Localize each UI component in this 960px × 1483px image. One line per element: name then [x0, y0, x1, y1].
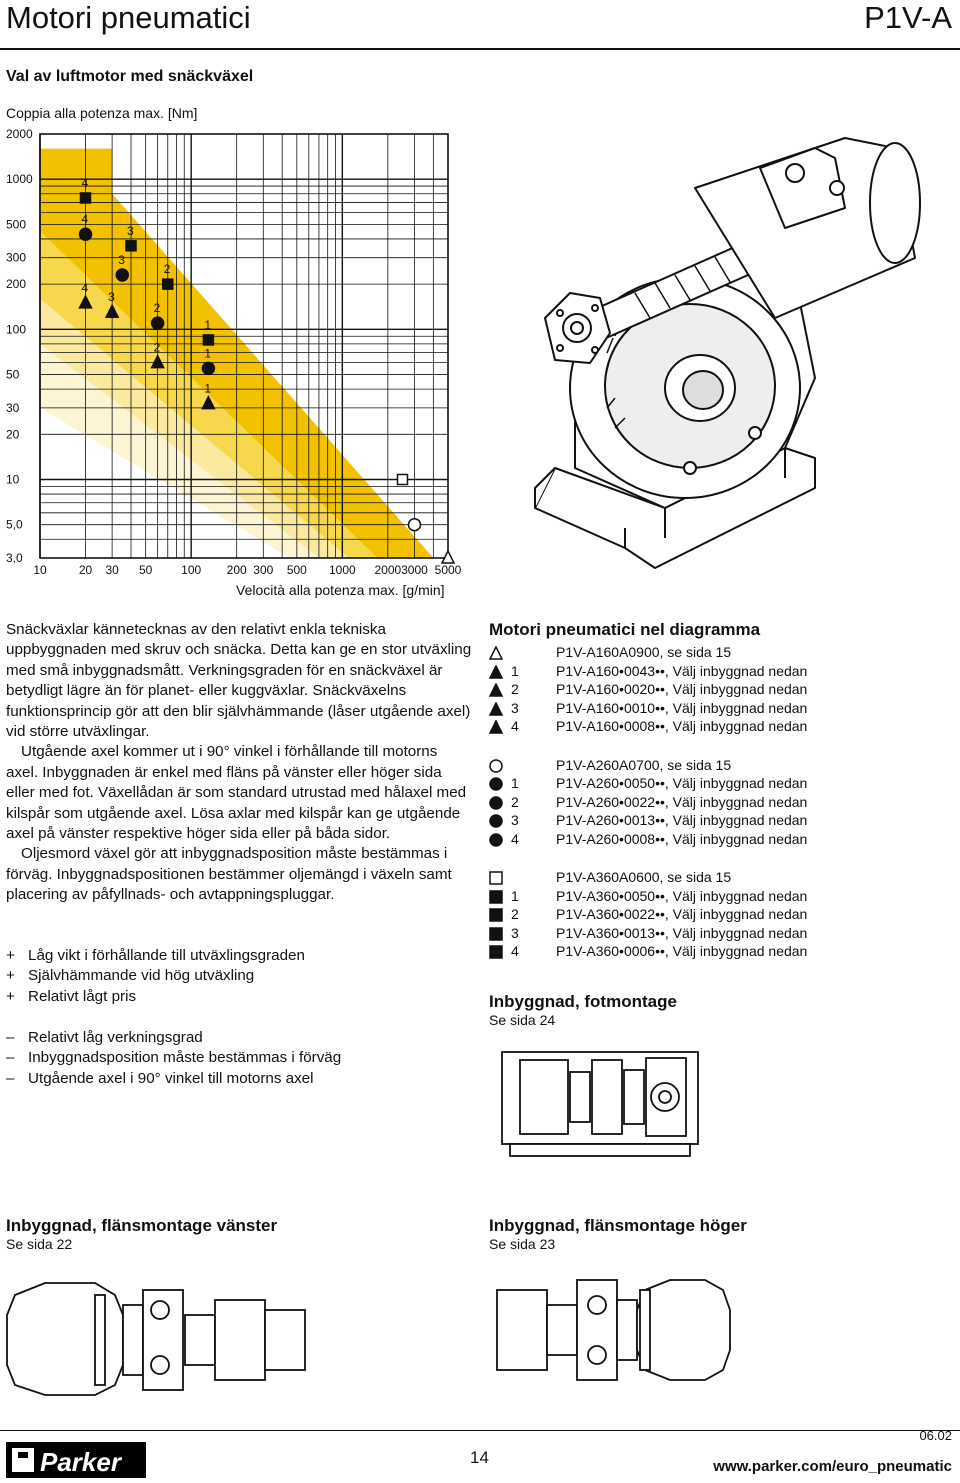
x-tick-label: 300	[253, 563, 274, 577]
y-tick-label: 100	[6, 322, 27, 337]
list-item: + Självhämmande vid hög utväxling	[6, 966, 305, 986]
open-circle-icon	[489, 759, 503, 773]
list-item: + Relativt lågt pris	[6, 987, 305, 1007]
y-tick-label: 2000	[6, 127, 33, 141]
legend-text: P1V-A360•0022••, Välj inbyggnad nedan	[556, 906, 808, 922]
circle-icon	[489, 814, 503, 828]
y-tick-label: 300	[6, 250, 27, 265]
legend-row	[489, 644, 949, 662]
marker-label: 3	[108, 290, 115, 305]
flange-left-drawing	[5, 1275, 325, 1400]
list-item: – Relativt låg verkningsgrad	[6, 1028, 341, 1048]
triangle-icon	[489, 702, 503, 716]
legend-row	[489, 831, 949, 849]
marker-label: 4	[81, 212, 89, 227]
circle-marker	[202, 362, 214, 374]
x-tick-label: 2000	[374, 563, 402, 577]
paragraph-3: Oljesmord växel gör att inbyggnadsposition måste bestämmas i förväg. Inbyggnadspositionen bestämmer oljemängd i växeln samt placering av påfyllnads- och avtappningspluggar.	[6, 845, 452, 904]
paragraph-1: Snäckväxlar kännetecknas av den relativt enkla tekniska uppbyggnaden med skruv och snäcka. Detta kan ge en stor utväxling med små inbyggnadsmått. Verkningsgraden för en snäckväxel är betydligt lägre än för planet- eller kuggväxlar. Snäckväxelns funktionsprincip gör att den blir självhämmande (låser utgående axel) vid större utväxlingar.	[6, 621, 472, 741]
legend-number: 3	[511, 812, 519, 828]
square-marker	[81, 193, 91, 203]
legend-number: 1	[511, 662, 519, 679]
triangle-icon	[489, 720, 503, 734]
legend-number: 2	[511, 906, 519, 922]
minus-symbol: –	[6, 1069, 15, 1087]
legend-number: 2	[511, 681, 519, 697]
legend-row	[489, 718, 949, 736]
y-tick-label: 10	[6, 472, 20, 487]
mount-foot-ref: Se sida 24	[489, 1012, 556, 1028]
square-marker	[163, 279, 173, 289]
x-tick-label: 50	[138, 563, 153, 577]
square-marker	[397, 474, 407, 484]
legend-text: P1V-A360•0050••, Välj inbyggnad nedan	[556, 887, 808, 904]
legend-text: P1V-A160•0008••, Välj inbyggnad nedan	[556, 718, 808, 734]
y-tick-label: 200	[6, 277, 27, 292]
legend-row	[489, 794, 949, 812]
legend-text: P1V-A260•0022••, Välj inbyggnad nedan	[556, 793, 808, 810]
x-tick-label: 200	[226, 563, 247, 577]
legend-number: 4	[511, 718, 519, 734]
marker-label: 4	[81, 175, 89, 190]
mount-left-title: Inbyggnad, flänsmontage vänster	[6, 1216, 278, 1235]
legend-text: P1V-A260A0700, se sida 15	[556, 756, 732, 773]
legend-row	[489, 700, 949, 718]
triangle-marker	[442, 551, 454, 563]
marker-label: 4	[81, 280, 89, 295]
marker-label: 2	[153, 301, 161, 316]
circle-marker	[116, 269, 128, 281]
legend-text: P1V-A260•0013••, Välj inbyggnad nedan	[556, 812, 808, 828]
square-icon	[489, 908, 503, 922]
mount-right-block	[489, 1216, 747, 1252]
marker-label: 3	[118, 253, 125, 268]
legend-number: 1	[511, 775, 519, 791]
page-title: Motori pneumatici	[6, 0, 251, 35]
plus-symbol: +	[6, 967, 15, 985]
legend-number: 4	[511, 830, 519, 847]
mount-right-ref: Se sida 23	[489, 1236, 556, 1252]
legend-text: P1V-A260•0050••, Välj inbyggnad nedan	[556, 775, 808, 791]
footer-rule	[0, 1430, 960, 1431]
square-icon	[489, 927, 503, 941]
y-tick-label: 20	[6, 427, 20, 442]
torque-speed-chart	[0, 126, 470, 582]
legend-text: P1V-A160•0043••, Välj inbyggnad nedan	[556, 662, 808, 679]
circle-icon	[489, 833, 503, 847]
legend-text: P1V-A360•0006••, Välj inbyggnad nedan	[556, 943, 808, 959]
legend-title: Motori pneumatici nel diagramma	[489, 620, 761, 639]
circle-icon	[489, 777, 503, 791]
square-marker	[126, 241, 136, 251]
circle-icon	[489, 796, 503, 810]
chart-y-label: Coppia alla potenza max. [Nm]	[6, 105, 198, 121]
legend-row	[489, 925, 949, 943]
triangle-icon	[489, 665, 503, 679]
worm-gear-motor-illustration	[515, 128, 955, 588]
square-icon	[489, 890, 503, 904]
square-marker	[203, 335, 213, 345]
legend-number: 1	[511, 887, 519, 904]
legend-row	[489, 869, 949, 887]
x-tick-label: 10	[33, 563, 47, 577]
x-tick-label: 500	[286, 563, 307, 577]
y-tick-label: 1000	[6, 172, 33, 187]
marker-label: 2	[153, 340, 161, 355]
legend-number: 2	[511, 793, 519, 810]
list-item: – Utgående axel i 90° vinkel till motorns axel	[6, 1069, 341, 1089]
triangle-icon	[489, 683, 503, 697]
legend-row	[489, 757, 949, 775]
x-tick-label: 5000	[434, 563, 462, 577]
legend-text: P1V-A360A0600, se sida 15	[556, 869, 732, 885]
legend-row	[489, 812, 949, 830]
section-title: Val av luftmotor med snäckväxel	[6, 68, 254, 85]
x-tick-label: 3000	[401, 563, 428, 577]
description-text	[6, 620, 472, 906]
marker-label: 3	[127, 223, 134, 238]
marker-label: 2	[163, 262, 171, 277]
y-tick-label: 30	[6, 400, 20, 415]
legend-row	[489, 906, 949, 924]
x-tick-label: 20	[78, 563, 93, 577]
y-tick-label: 3,0	[6, 551, 23, 565]
x-tick-label: 100	[181, 563, 202, 577]
x-tick-label: 1000	[328, 563, 356, 577]
legend-number: 4	[511, 943, 519, 959]
plus-symbol: +	[6, 987, 15, 1005]
mount-left-ref: Se sida 22	[6, 1236, 73, 1252]
legend-row	[489, 775, 949, 793]
product-code: P1V-A	[864, 0, 952, 35]
plus-symbol: +	[6, 947, 15, 964]
list-item: + Låg vikt i förhållande till utväxlingsgraden	[6, 946, 305, 966]
header-rule	[0, 48, 960, 50]
minus-symbol: –	[6, 1049, 15, 1067]
pros-list	[6, 946, 305, 1007]
paragraph-2: Utgående axel kommer ut i 90° vinkel i förhållande till motorns axel. Inbyggnaden är enkel med fläns på vänster eller höger sida eller med fot. Växellådan är som standard utrustad med hålaxel med kilspår som utgående axel. Lösa axlar med kilspår kan ge utgående axel på vänster respektive höger sida eller på båda sidor.	[6, 743, 467, 843]
marker-label: 1	[204, 317, 212, 332]
mount-right-title: Inbyggnad, flänsmontage höger	[489, 1216, 747, 1235]
legend-text: P1V-A160•0010••, Välj inbyggnad nedan	[556, 699, 808, 716]
mount-left-block	[6, 1216, 277, 1252]
parker-logo	[6, 1442, 146, 1478]
mount-foot-title: Inbyggnad, fotmontage	[489, 992, 677, 1011]
legend-number: 3	[511, 699, 519, 716]
legend-row	[489, 888, 949, 906]
x-tick-label: 30	[105, 563, 119, 577]
circle-marker	[80, 228, 92, 240]
page-number: 14	[470, 1448, 489, 1467]
open-triangle-icon	[489, 646, 503, 660]
website-url: www.parker.com/euro_pneumatic	[713, 1458, 952, 1475]
svg-text:Parker: Parker	[40, 1447, 121, 1477]
legend-text: P1V-A160•0020••, Välj inbyggnad nedan	[556, 681, 808, 697]
y-tick-label: 5,0	[6, 517, 23, 532]
minus-symbol: –	[6, 1029, 15, 1046]
legend-number: 3	[511, 924, 519, 941]
legend-row	[489, 943, 949, 961]
legend-text: P1V-A260•0008••, Välj inbyggnad nedan	[556, 830, 808, 847]
legend-text: P1V-A360•0013••, Välj inbyggnad nedan	[556, 924, 808, 941]
issue-date: 06.02	[919, 1428, 952, 1443]
legend-text: P1V-A160A0900, se sida 15	[556, 644, 732, 660]
circle-marker	[408, 519, 420, 531]
y-tick-label: 50	[6, 367, 20, 382]
y-tick-label: 500	[6, 217, 27, 232]
open-square-icon	[489, 871, 503, 885]
foot-mount-drawing	[500, 1050, 700, 1160]
circle-marker	[152, 317, 164, 329]
flange-right-drawing	[495, 1275, 735, 1385]
list-item: – Inbyggnadsposition måste bestämmas i förväg	[6, 1048, 341, 1068]
chart-x-label: Velocità alla potenza max. [g/min]	[236, 582, 445, 598]
legend-row	[489, 663, 949, 681]
legend-row	[489, 681, 949, 699]
cons-list	[6, 1028, 341, 1089]
mount-foot-block	[489, 992, 677, 1028]
marker-label: 1	[204, 381, 212, 396]
square-icon	[489, 945, 503, 959]
marker-label: 1	[204, 346, 212, 361]
